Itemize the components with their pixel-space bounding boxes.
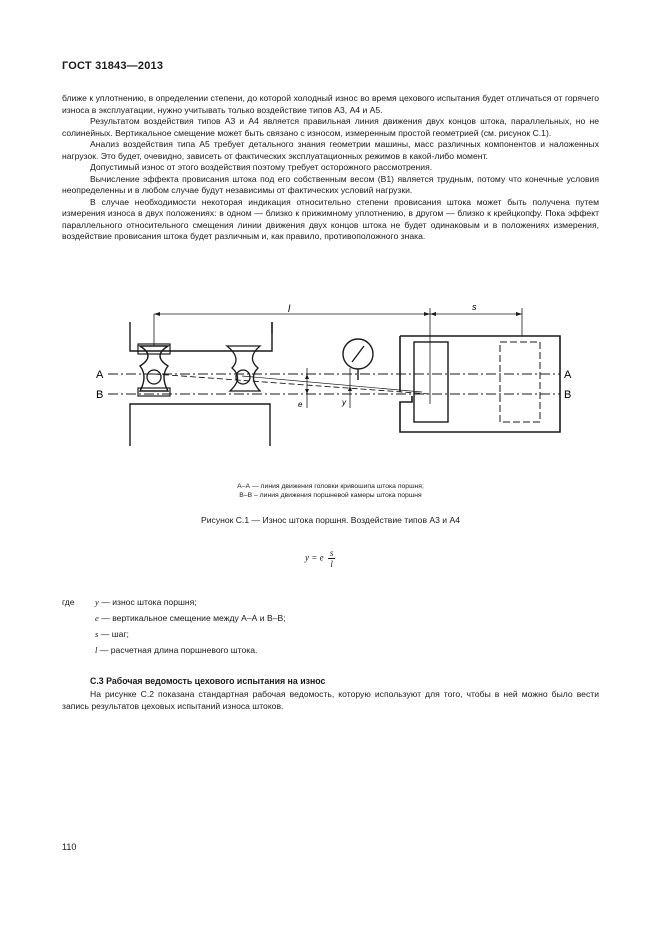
legend-aa: А–А — линия движения головки кривошипа штока поршня; (237, 483, 424, 490)
piston-cylinder (400, 336, 560, 432)
dimension-s-label: s (472, 302, 477, 312)
line-b-label-left: B (96, 389, 104, 401)
figure-c1-diagram (92, 296, 604, 476)
standard-header: ГОСТ 31843—2013 (62, 60, 164, 72)
line-a-label-right: A (564, 369, 572, 381)
section-paragraph: На рисунке С.2 показана стандартная рабочая ведомость, которую используют для того, чтобы в ней можно было вести запись результатов цеховых испытаний износа штоков. (62, 689, 599, 711)
variable-y: y — износ штока поршня; (95, 597, 197, 607)
formula-fraction (328, 548, 336, 569)
paragraph-5: Вычисление эффекта провисания штока под его собственным весом (В1) является трудным, потому что конечные условия неопределенны и в любом случае будут независимы от фактических условий нагрузки. (62, 173, 599, 195)
where-label: где (62, 597, 75, 607)
formula-lhs: y = e (305, 552, 324, 563)
variable-s: s — шаг; (95, 629, 129, 639)
dimension-y-label: y (342, 398, 346, 407)
line-a-label-left: A (96, 369, 104, 381)
page-number: 110 (62, 842, 77, 852)
paragraph-3: Анализ воздействия типа А5 требует детального знания геометрии машины, масс различных компонентов и наложенных нагрузок. Это будет, очевидно, зависеть от фактических эксплуатационных режимов в какой-либо момент. (62, 139, 599, 161)
wear-formula (305, 548, 335, 569)
line-b-label-right: B (564, 389, 572, 401)
dimension-l-label: l (288, 304, 291, 315)
roller-middle (227, 346, 260, 391)
section-title: С.3 Рабочая ведомость цехового испытания на износ (90, 676, 326, 686)
figure-caption: Рисунок С.1 — Износ штока поршня. Воздействие типов А3 и А4 (200, 515, 461, 525)
paragraph-6: В случае необходимости некоторая индикация относительно степени провисания штока может быть получена путем измерения износа в двух положениях: в одном — близко к прижимному уплотнению, в другом — близко к крейцкопфу. Пока эффект параллельного относительного смещения линии движения двух концов штока не будет одинаковым и в положениях измерения, воздействие провисания штока будет различным и, как правило, противоположного знака. (62, 196, 599, 241)
paragraph-1: ближе к уплотнению, в определении степени, до которой холодный износ во время цехового испытания будет отличаться от горячего износа в эксплуатации, нужно учитывать только воздействие типов А3, А4 и А5. (62, 93, 599, 115)
section-text (62, 689, 599, 712)
legend-bb: В–В – линия движения поршневой камеры штока поршня (239, 492, 422, 499)
variable-e: e — вертикальное смещение между А–А и В–В; (95, 613, 286, 623)
formula-numerator: s (329, 548, 334, 558)
paragraph-4: Допустимый износ от этого воздействия поэтому требует осторожного рассмотрения. (90, 162, 433, 172)
body-text (62, 93, 599, 243)
variable-l: l — расчетная длина поршневого штока. (95, 645, 258, 655)
figure-legend (0, 482, 661, 500)
paragraph-2: Результатом воздействия типов А3 и А4 является правильная линия движения двух концов штока, параллельных, но не солинейных. Вертикальное смещение может быть связано с износом, измеренным простой геометрией (см. рисунок С.1). (62, 116, 599, 138)
roller-left (138, 344, 170, 396)
dimension-e-label: e (298, 400, 303, 409)
formula-denominator: l (330, 559, 333, 569)
